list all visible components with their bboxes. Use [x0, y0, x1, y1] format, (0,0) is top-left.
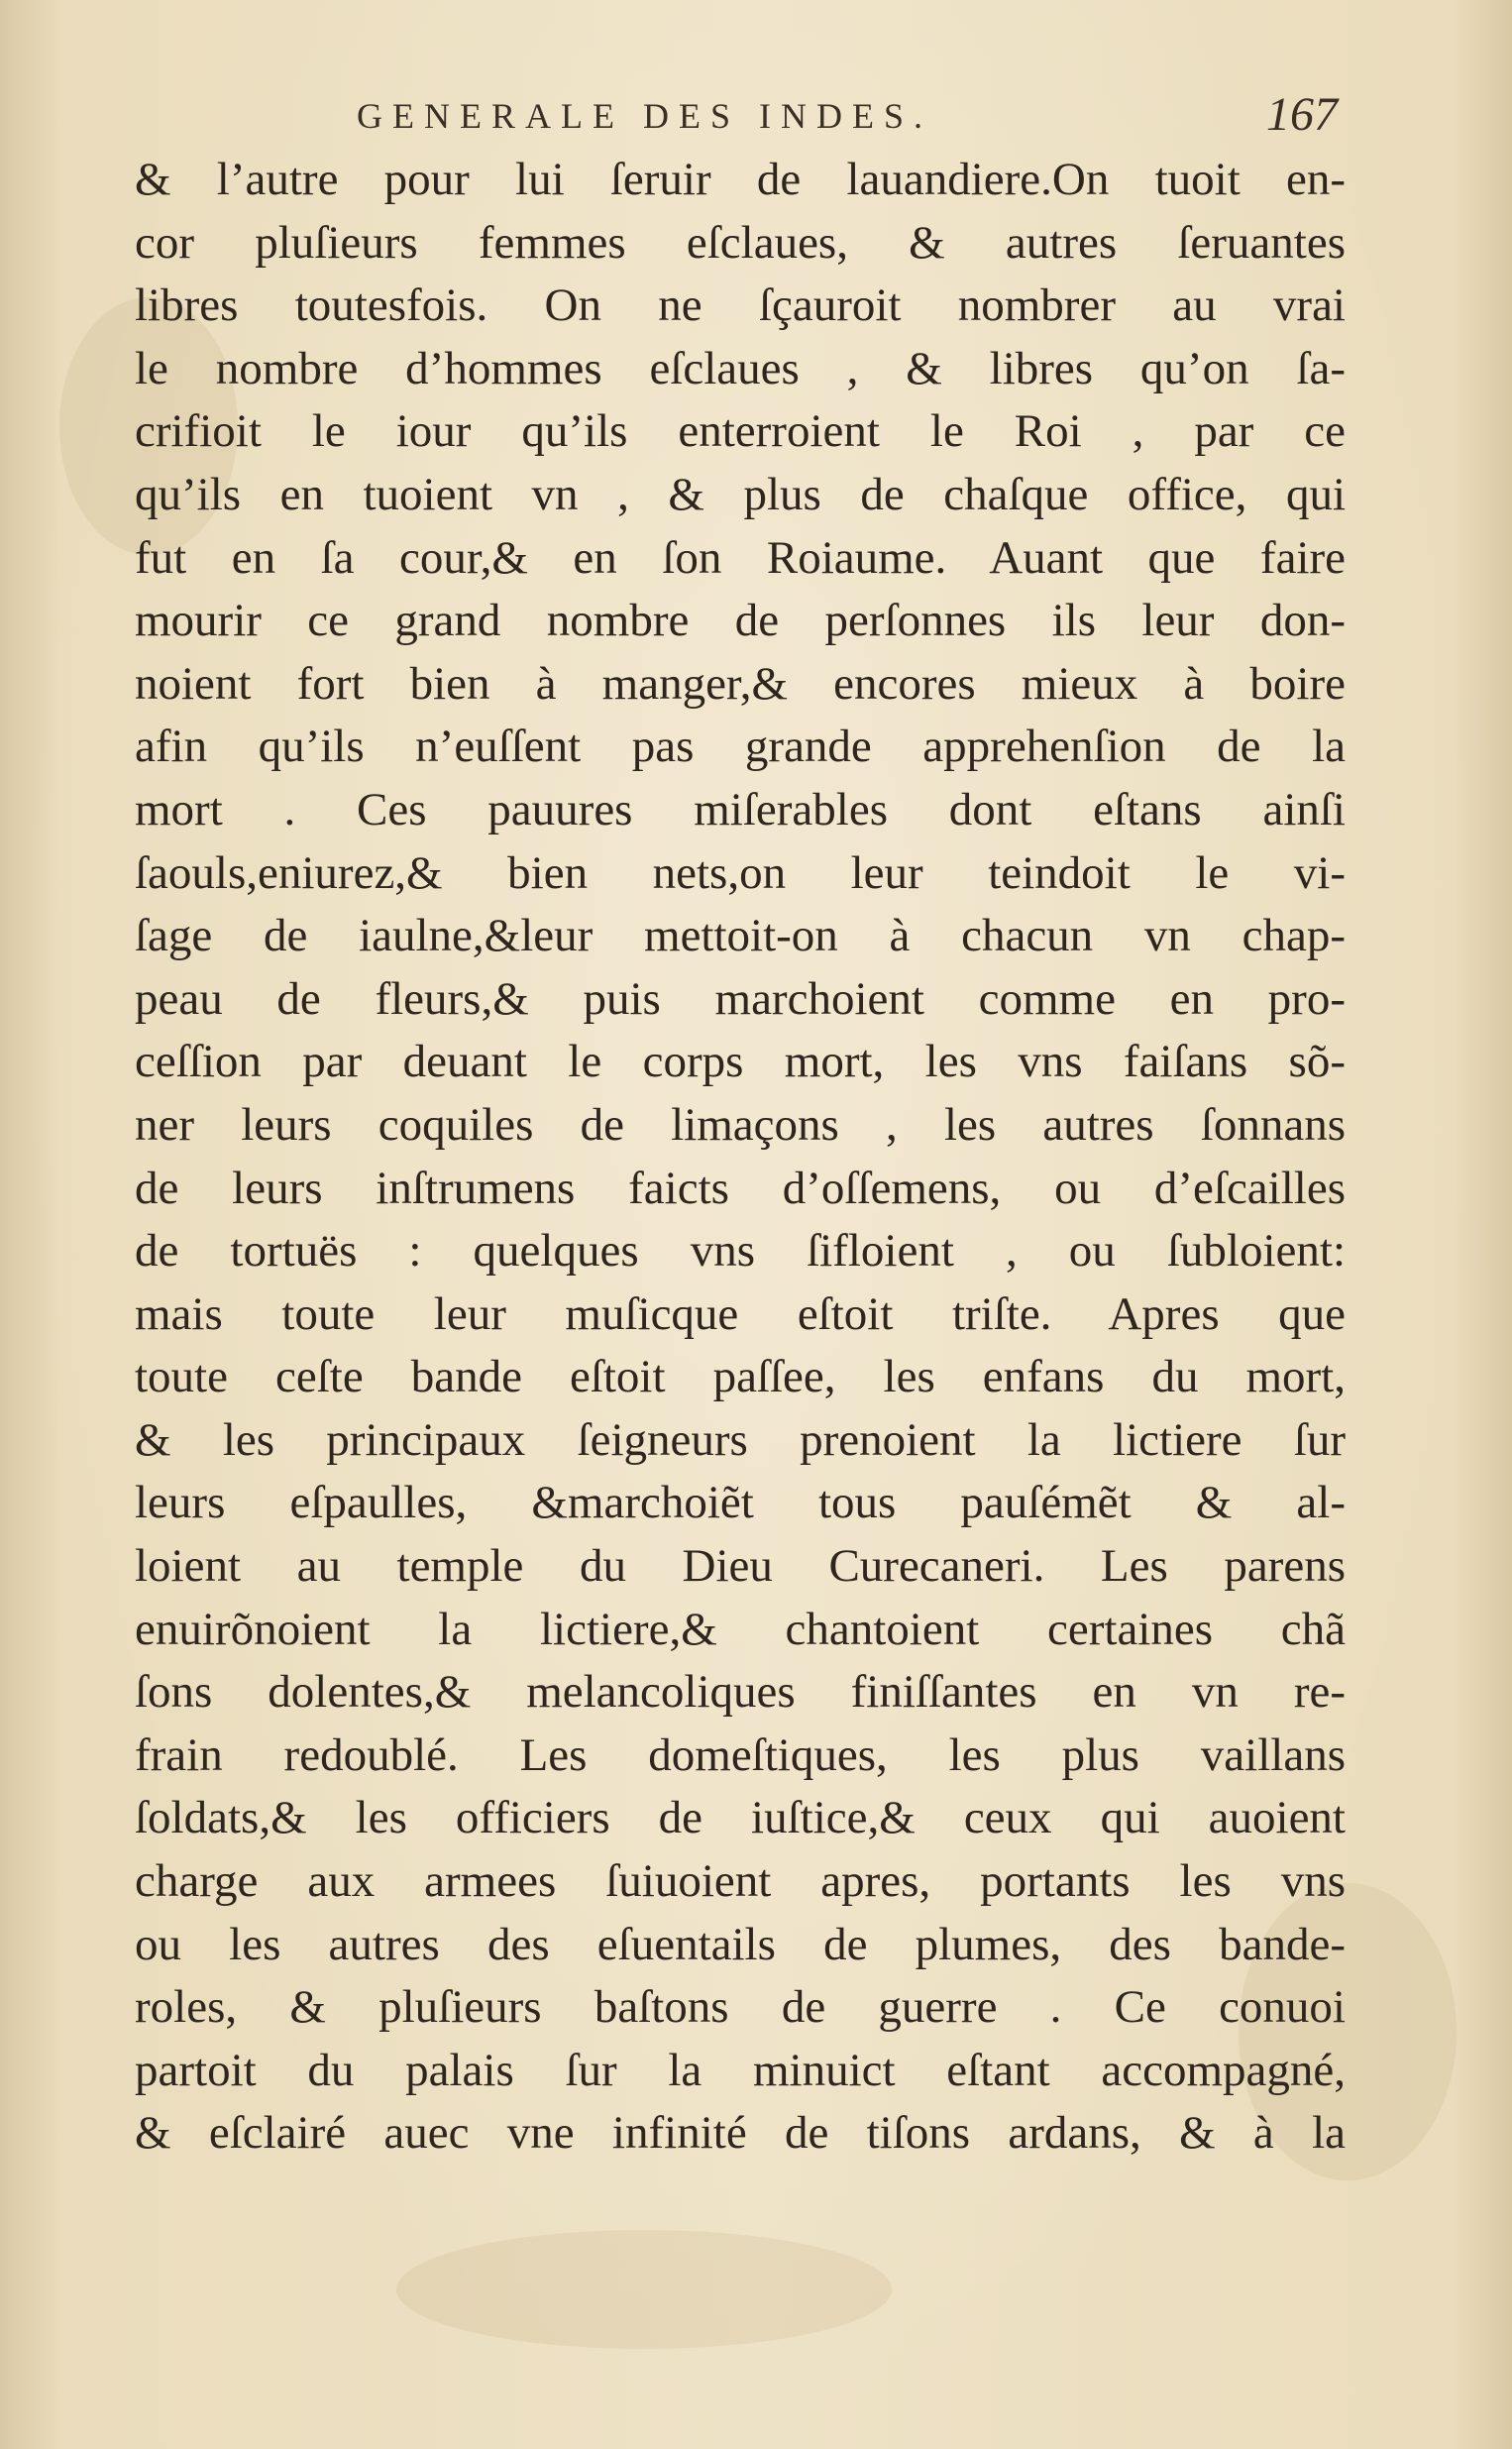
- text-line: & eſclairé auec vne infinité de tiſons ardans, & à la: [135, 2107, 1346, 2160]
- text-line: ou les autres des eſuentails de plumes, des bande-: [135, 1918, 1346, 1970]
- text-line: ceſſion par deuant le corps mort, les vns faiſans sõ-: [135, 1036, 1346, 1088]
- body-text: [135, 149, 1346, 2166]
- text-line: de leurs inſtrumens faicts d’oſſemens, ou d’eſcailles: [135, 1162, 1346, 1214]
- text-line: ner leurs coquiles de limaçons , les autres ſonnans: [135, 1098, 1346, 1151]
- paper-stain: [396, 2230, 892, 2349]
- text-line: de tortuës : quelques vns ſifloient , ou ſubloient:: [135, 1225, 1346, 1278]
- text-line: charge aux armees ſuiuoient apres, portants les vns: [135, 1855, 1346, 1908]
- text-line: ſons dolentes,& melancoliques finiſſantes en vn re-: [135, 1666, 1346, 1719]
- text-line: ſaouls,eniurez,& bien nets,on leur teindoit le vi-: [135, 846, 1346, 899]
- text-line: cor pluſieurs femmes eſclaues, & autres ſeruantes: [135, 216, 1346, 269]
- text-line: toute ceſte bande eſtoit paſſee, les enfans du mort,: [135, 1351, 1346, 1403]
- text-line: leurs eſpaulles, &marchoiẽt tous pauſémẽt & al-: [135, 1477, 1346, 1529]
- text-line: roles, & pluſieurs baſtons de guerre . Ce conuoi: [135, 1981, 1346, 2034]
- text-line: enuirõnoient la lictiere,& chantoient certaines chã: [135, 1603, 1346, 1655]
- text-line: mort . Ces pauures miſerables dont eſtans ainſi: [135, 783, 1346, 835]
- running-head: GENERALE DES INDES.: [357, 96, 932, 136]
- text-line: crifioit le iour qu’ils enterroient le Roi , par ce: [135, 405, 1346, 458]
- text-line: qu’ils en tuoient vn , & plus de chaſque office, qui: [135, 468, 1346, 520]
- text-line: mais toute leur muſicque eſtoit triſte. Apres que: [135, 1287, 1346, 1340]
- text-line: peau de fleurs,& puis marchoient comme en pro-: [135, 972, 1346, 1025]
- text-line: loient au temple du Dieu Curecaneri. Les parens: [135, 1540, 1346, 1593]
- page-number: 167: [1266, 88, 1338, 141]
- text-line: ſage de iaulne,&leur mettoit-on à chacun vn chap-: [135, 910, 1346, 962]
- text-line: ſoldats,& les officiers de iuſtice,& ceux qui auoient: [135, 1792, 1346, 1844]
- text-line: partoit du palais ſur la minuict eſtant accompagné,: [135, 2044, 1346, 2096]
- text-line: mourir ce grand nombre de perſonnes ils leur don-: [135, 595, 1346, 647]
- text-line: le nombre d’hommes eſclaues , & libres qu’on ſa-: [135, 342, 1346, 394]
- text-line: fut en ſa cour,& en ſon Roiaume. Auant que faire: [135, 531, 1346, 584]
- text-line: afin qu’ils n’euſſent pas grande apprehenſion de la: [135, 721, 1346, 773]
- text-line: noient fort bien à manger,& encores mieux à boire: [135, 657, 1346, 710]
- text-line: frain redoublé. Les domeſtiques, les plus vaillans: [135, 1728, 1346, 1781]
- page-header: [357, 87, 1348, 147]
- text-line: libres toutesfois. On ne ſçauroit nombrer au vrai: [135, 279, 1346, 332]
- text-line: & les principaux ſeigneurs prenoient la lictiere ſur: [135, 1413, 1346, 1466]
- text-line: & l’autre pour lui ſeruir de lauandiere.On tuoit en-: [135, 154, 1346, 205]
